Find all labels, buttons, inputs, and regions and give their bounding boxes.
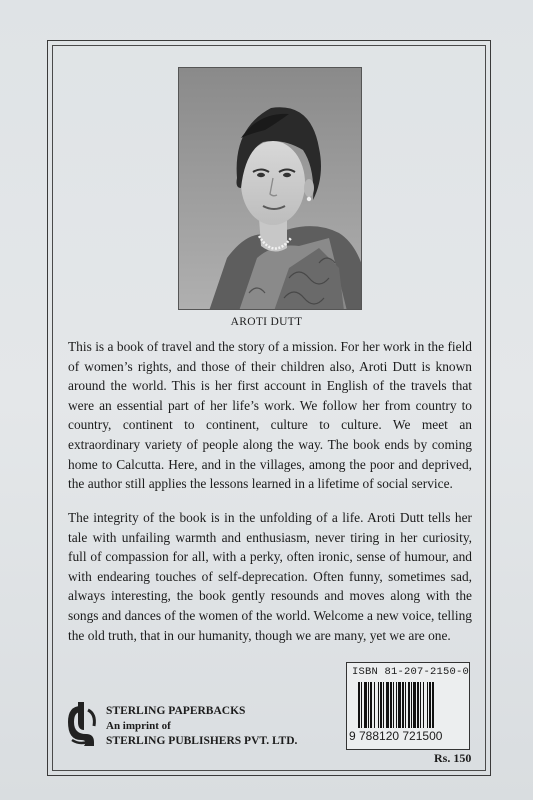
barcode-icon [358,682,464,728]
publisher-imprint-of: An imprint of [106,720,171,732]
publisher-name: STERLING PUBLISHERS PVT. LTD. [106,735,298,747]
isbn-text: ISBN 81-207-2150-0 [352,666,470,678]
publisher-block [106,704,297,749]
description-paragraph-2: The integrity of the book is in the unfolding of a life. Aroti Dutt tells her tale with unfailing warmth and enthusiasm, never tiring in her curiosity, full of compassion for all, with a perky, often ironic, sense of humour, and with endearing touches of self-deprecation. Often funny, sometimes sad, always interesting, the book gently resounds and moves along with the songs and dances of the women of the world. Welcome a new voice, telling the old truth, that in our humanity, though we are many, yet we are one. [68,510,472,643]
barcode-number: 9 788120 721500 [349,729,443,743]
sterling-logo-icon [64,700,98,751]
description-paragraph-1: This is a book of travel and the story of a mission. For her work in the field of women’s rights, and those of their children also, Aroti Dutt is known around the world. This is her first account in English of the travels that were an essential part of her life’s work. We follow her from country to country, continent to continent, culture to culture. We meet an extraordinary variety of people along the way. The book ends by coming home to Calcutta. Here, and in the villages, among the poor and deprived, the author still applies the lessons learned in a lifetime of social service. [68,339,472,492]
author-portrait [178,67,362,310]
publisher-imprint-name: STERLING PAPERBACKS [106,705,246,717]
author-name-caption: AROTI DUTT [230,316,303,328]
price-label: Rs. 150 [434,751,472,765]
